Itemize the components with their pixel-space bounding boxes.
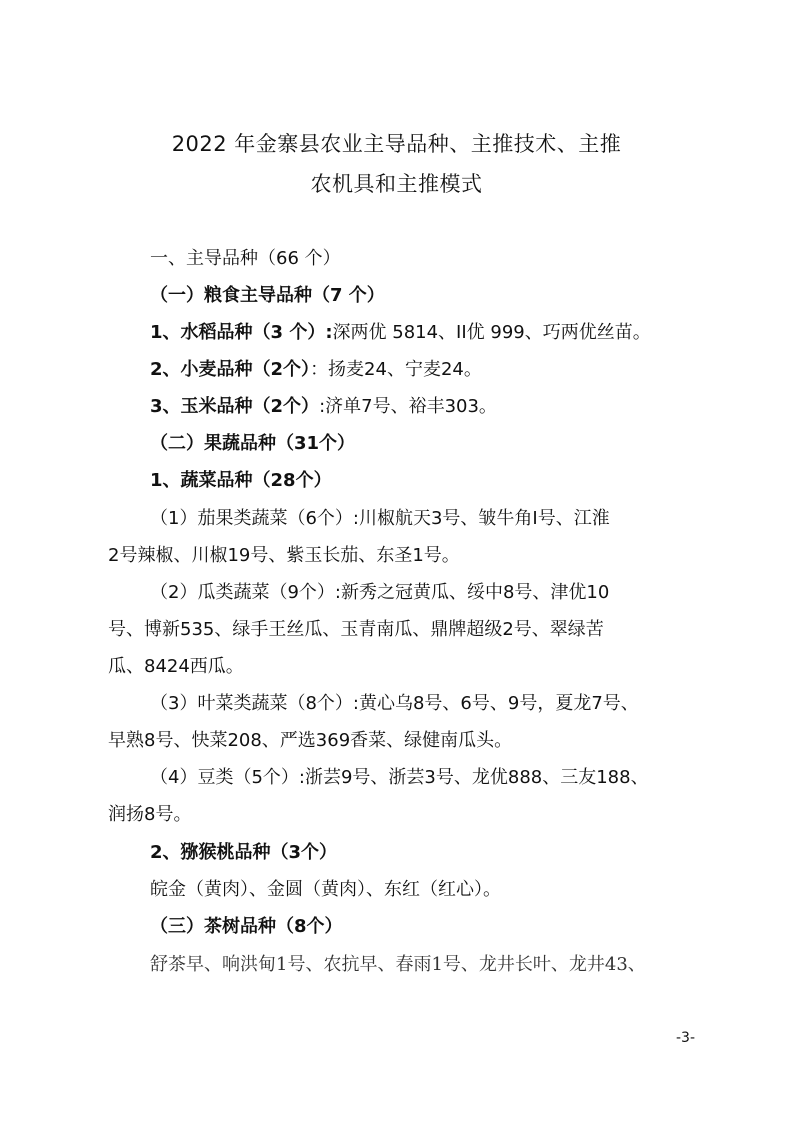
section-heading-main-varieties: 一、主导品种（66 个） — [150, 248, 341, 269]
kiwi-varieties-heading: 2、猕猴桃品种（3个） — [150, 842, 338, 863]
corn-varieties-paragraph — [150, 388, 750, 425]
leafy-vegetables-line-1: （3）叶菜类蔬菜（8个）:黄心乌8号、6号、9号，夏龙7号、 — [150, 693, 639, 714]
document-title-line-2: 农机具和主推模式 — [310, 172, 483, 196]
solanaceous-vegetables-line-1: （1）茄果类蔬菜（6个）:川椒航天3号、皱牛角I号、江淮 — [150, 508, 610, 529]
wheat-varieties-text: ：扬麦24、宁麦24。 — [310, 359, 482, 380]
rice-varieties-label: 1、水稻品种（3 个）: — [150, 322, 333, 343]
wheat-varieties-label: 2、小麦品种（2个） — [150, 359, 311, 380]
rice-varieties-text: 深两优 5814、II优 999、巧两优丝苗。 — [332, 322, 651, 343]
beans-line-1: （4）豆类（5个）:浙芸9号、浙芸3号、龙优888、三友188、 — [150, 767, 649, 788]
corn-varieties-text: :济单7号、裕丰303。 — [319, 396, 497, 417]
melon-vegetables-line-3: 瓜、8424西瓜。 — [108, 656, 244, 677]
leafy-vegetables-line-2: 早熟8号、快菜208、严选369香菜、绿健南瓜头。 — [108, 730, 513, 751]
corn-varieties-label: 3、玉米品种（2个） — [150, 396, 320, 417]
page-number: -3- — [675, 1030, 695, 1046]
solanaceous-vegetables-line-2: 2号辣椒、川椒19号、紫玉长茄、东圣1号。 — [108, 545, 460, 566]
melon-vegetables-line-1: （2）瓜类蔬菜（9个）:新秀之冠黄瓜、绥中8号、津优10 — [150, 582, 610, 603]
beans-line-2: 润扬8号。 — [108, 804, 192, 825]
melon-vegetables-line-2: 号、博新535、绿手王丝瓜、玉青南瓜、鼎牌超级2号、翠绿苦 — [108, 619, 604, 640]
rice-varieties-paragraph — [150, 314, 750, 351]
subsection-heading-grain: （一）粮食主导品种（7 个） — [150, 285, 385, 306]
document-title-line-1: 2022 年金寨县农业主导品种、主推技术、主推 — [171, 132, 622, 156]
kiwi-varieties-text: 皖金（黄肉）、金圆（黄肉）、东红（红心）。 — [150, 879, 501, 900]
subsection-heading-fruit-vegetable: （二）果蔬品种（31个） — [150, 433, 356, 454]
vegetable-varieties-heading: 1、蔬菜品种（28个） — [150, 470, 332, 491]
wheat-varieties-paragraph — [150, 351, 750, 388]
subsection-heading-tea: （三）茶树品种（8个） — [150, 916, 343, 937]
tea-varieties-text: 舒茶早、响洪甸1号、农抗早、春雨1号、龙井长叶、龙井43、 — [150, 954, 646, 975]
